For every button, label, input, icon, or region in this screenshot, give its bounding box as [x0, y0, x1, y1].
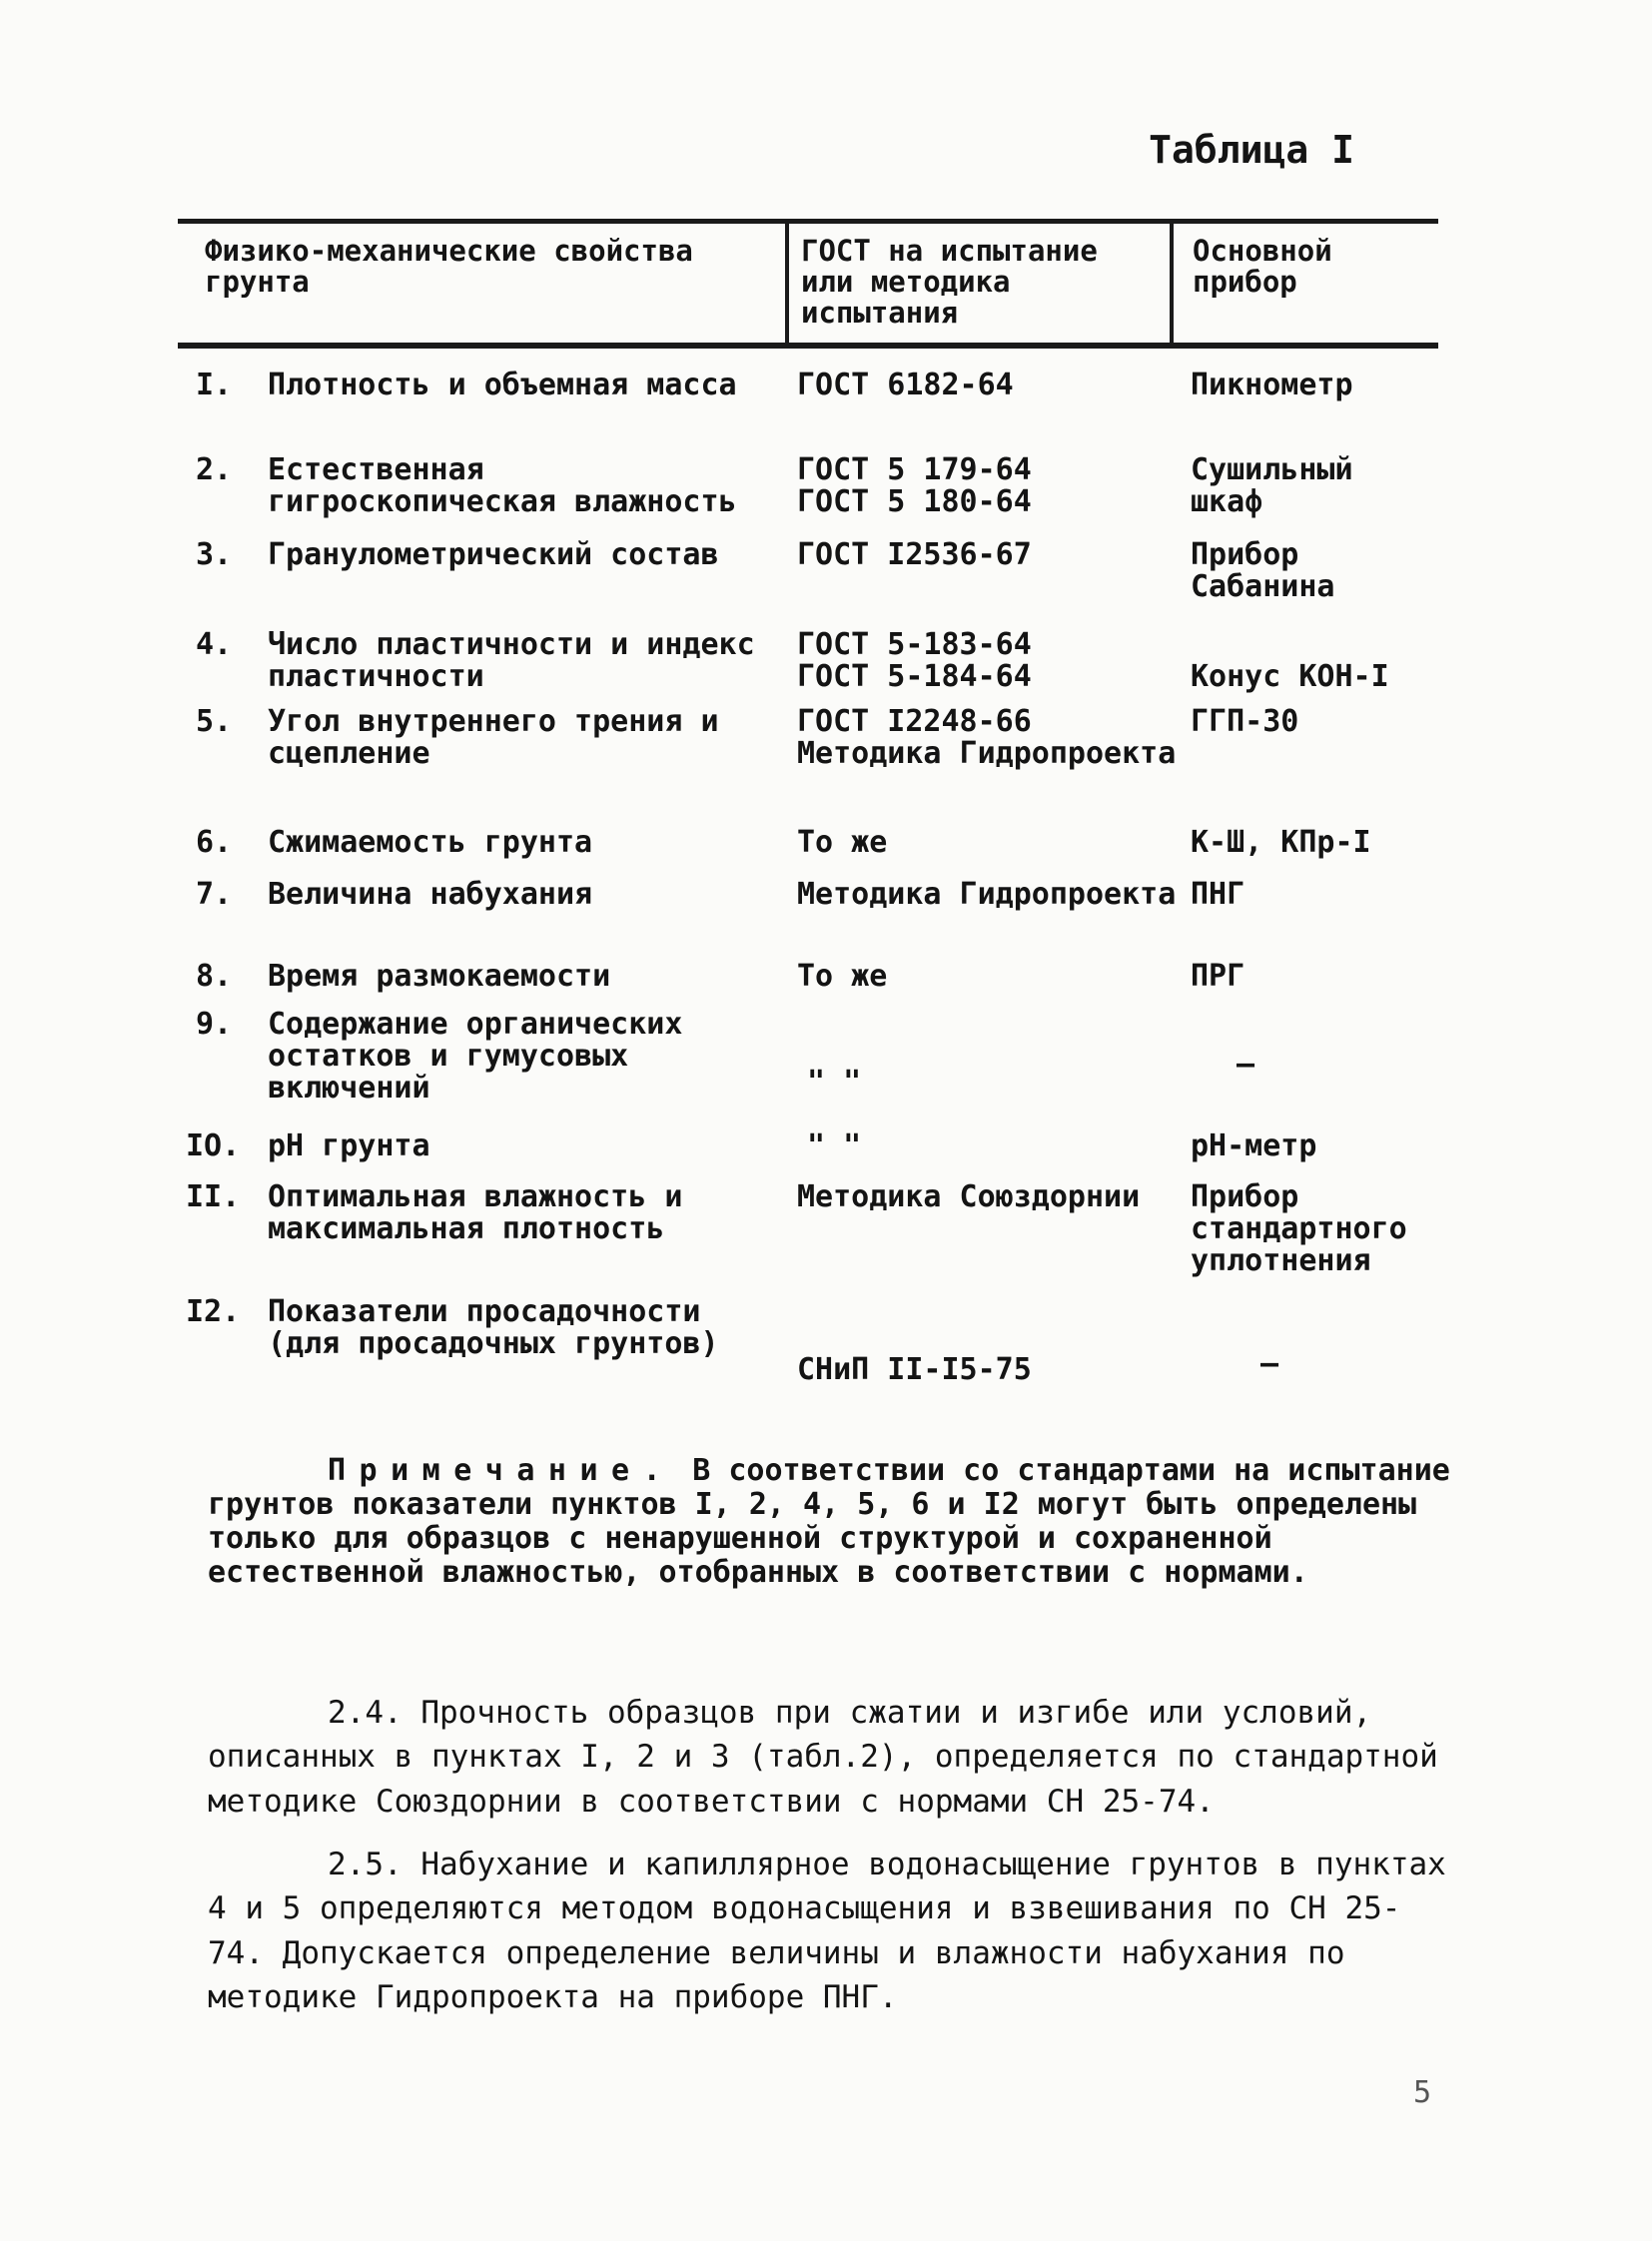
row-device: Пикнометр: [1191, 368, 1353, 402]
row-number: 9.: [196, 1007, 233, 1042]
header-gost: ГОСТ на испытание или методика испытания: [801, 234, 1098, 331]
row-device: ПРГ: [1191, 959, 1245, 994]
row-property: Оптимальная влажность и максимальная плотность: [268, 1179, 683, 1247]
row-device: Конус КОН-I: [1191, 659, 1389, 694]
paragraph-2-5-text: 2.5. Набухание и капиллярное водонасыщение грунтов в пунктах 4 и 5 определяются методом водонасыщения и взвешивания по СН 25-74. Допускается определение величины и влажности набухания по методике Гидропроекта на приборе ПНГ.: [208, 1847, 1446, 2015]
row-property: Величина набухания: [268, 877, 593, 912]
row-device: ПНГ: [1191, 877, 1245, 912]
row-device: Сушильный шкаф: [1191, 452, 1353, 520]
row-property: Показатели просадочности (для просадочных грунтов): [268, 1294, 719, 1362]
note-text: В соответствии со стандартами на испытание грунтов показатели пунктов I, 2, 4, 5, 6 и I2 могут быть определены только для образцов с ненарушенной структурой и сохраненной естественной влажностью, отобранных в соответствии с нормами.: [208, 1453, 1450, 1590]
row-number: I.: [196, 368, 233, 402]
paragraph-2-5: [208, 1843, 1456, 2019]
row-number: 3.: [196, 537, 233, 572]
row-number: 7.: [196, 877, 233, 912]
row-gost: " ": [807, 1128, 862, 1163]
row-device: pH-метр: [1191, 1128, 1317, 1163]
row-gost: То же: [797, 825, 888, 860]
row-device: Прибор стандартного уплотнения: [1191, 1179, 1407, 1279]
row-number: 5.: [196, 704, 233, 739]
row-device: Прибор Сабанина: [1191, 537, 1335, 605]
header-device: Основной прибор: [1193, 234, 1332, 300]
row-number: 8.: [196, 959, 233, 994]
table-note: [208, 1454, 1456, 1590]
header-divider-2: [1170, 219, 1174, 349]
row-number: 4.: [196, 627, 233, 662]
row-property: pH грунта: [268, 1128, 430, 1163]
header-divider-1: [785, 219, 789, 349]
note-label: Примечание.: [328, 1453, 675, 1488]
table-label: Таблица I: [1149, 128, 1354, 172]
header-properties: Физико-механические свойства грунта: [205, 234, 693, 300]
paragraph-2-4-text: 2.4. Прочность образцов при сжатии и изгибе или условий, описанных в пунктах I, 2 и 3 (табл.2), определяется по стандартной методике Союздорнии в соответствии с нормами СН 25-74.: [208, 1695, 1438, 1820]
row-device: –: [1260, 1346, 1279, 1381]
row-gost: " ": [807, 1065, 862, 1100]
row-property: Содержание органических остатков и гумусовых включений: [268, 1007, 683, 1107]
table-top-rule: [178, 219, 1438, 224]
row-gost: ГОСТ I2248-66 Методика Гидропроекта: [797, 704, 1177, 772]
row-number: 2.: [196, 452, 233, 487]
row-device: –: [1237, 1047, 1255, 1082]
row-device: К-Ш, КПр-I: [1191, 825, 1371, 860]
paragraph-2-4: [208, 1691, 1456, 1824]
row-property: Гранулометрический состав: [268, 537, 719, 572]
row-property: Естественная гигроскопическая влажность: [268, 452, 737, 520]
row-number: II.: [186, 1179, 241, 1214]
row-gost: Методика Гидропроекта: [797, 877, 1177, 912]
row-gost: ГОСТ 6182-64: [797, 368, 1014, 402]
row-number: IO.: [186, 1128, 241, 1163]
row-property: Число пластичности и индекс пластичности: [268, 627, 755, 695]
page-number: 5: [1413, 2075, 1432, 2110]
row-number: 6.: [196, 825, 233, 860]
row-gost: СНиП II-I5-75: [797, 1352, 1032, 1387]
row-number: I2.: [186, 1294, 241, 1329]
row-property: Плотность и объемная масса: [268, 368, 737, 402]
row-gost: ГОСТ 5-183-64 ГОСТ 5-184-64: [797, 627, 1032, 695]
row-device: ГГП-30: [1191, 704, 1299, 739]
row-property: Время размокаемости: [268, 959, 611, 994]
row-gost: Методика Союздорнии: [797, 1179, 1141, 1214]
table-header-rule: [178, 343, 1438, 349]
row-gost: ГОСТ 5 179-64 ГОСТ 5 180-64: [797, 452, 1032, 520]
row-property: Угол внутреннего трения и сцепление: [268, 704, 719, 772]
row-gost: То же: [797, 959, 888, 994]
row-property: Сжимаемость грунта: [268, 825, 593, 860]
row-gost: ГОСТ I2536-67: [797, 537, 1032, 572]
